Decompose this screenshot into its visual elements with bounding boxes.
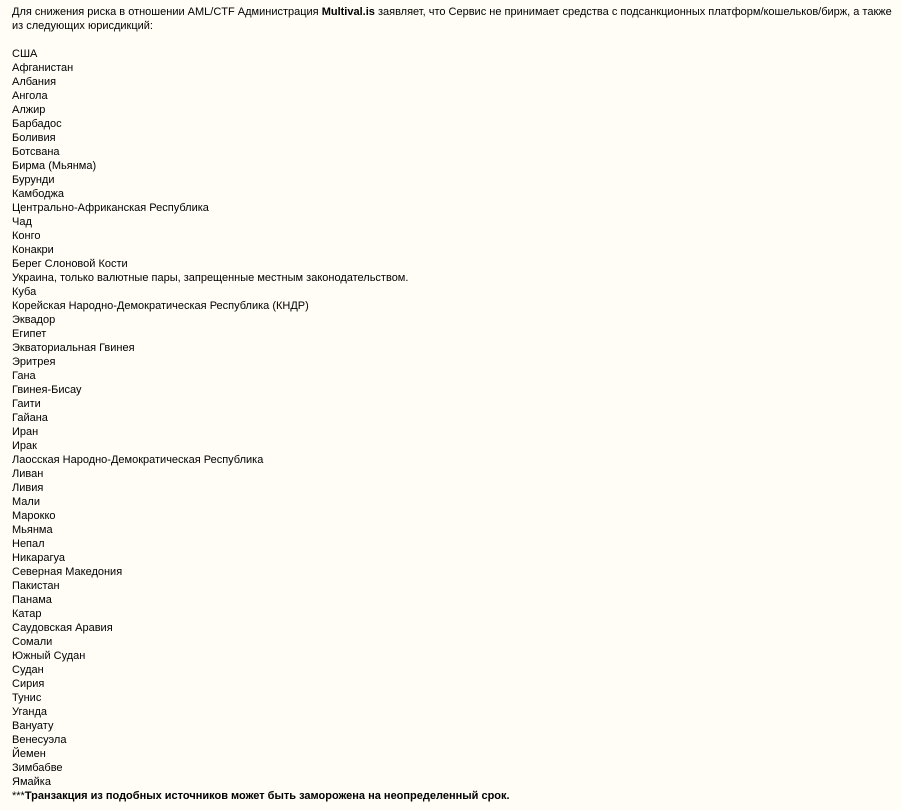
jurisdiction-item: Иран <box>12 426 39 438</box>
jurisdiction-item: Эквадор <box>12 314 56 326</box>
jurisdiction-item: Алжир <box>12 104 46 116</box>
restricted-jurisdictions-list <box>12 47 894 789</box>
jurisdiction-item: Йемен <box>12 748 46 760</box>
jurisdiction-item: Саудовская Аравия <box>12 622 113 634</box>
jurisdiction-item: Сомали <box>12 636 53 648</box>
jurisdiction-item: Ирак <box>12 440 37 452</box>
intro-text-after: заявляет, что Сервис не принимает средства с подсанкционных платформ/кошельков/бирж, а также из следующих юрисдикций: <box>12 6 892 32</box>
intro-text-before: Для снижения риска в отношении AML/CTF Администрация <box>12 6 322 18</box>
jurisdiction-item: Бирма (Мьянма) <box>12 160 97 172</box>
jurisdiction-item: США <box>12 48 38 60</box>
jurisdiction-item: Катар <box>12 608 42 620</box>
jurisdiction-item: Ливан <box>12 468 44 480</box>
jurisdiction-item: Камбоджа <box>12 188 65 200</box>
jurisdiction-item: Марокко <box>12 510 56 522</box>
jurisdiction-item: Барбадос <box>12 118 62 130</box>
jurisdiction-item: Афганистан <box>12 62 74 74</box>
jurisdiction-item: Судан <box>12 664 44 676</box>
jurisdiction-item: Албания <box>12 76 57 88</box>
jurisdiction-item: Уганда <box>12 706 47 718</box>
jurisdiction-item: Пакистан <box>12 580 60 592</box>
jurisdiction-item: Никарагуа <box>12 552 66 564</box>
jurisdiction-item: Мали <box>12 496 40 508</box>
jurisdiction-item: Египет <box>12 328 47 340</box>
jurisdiction-item: Бурунди <box>12 174 55 186</box>
jurisdiction-item: Берег Слоновой Кости <box>12 258 128 270</box>
brand-name: Multival.is <box>321 6 375 18</box>
jurisdiction-item: Корейская Народно-Демократическая Республика (КНДР) <box>12 300 309 312</box>
jurisdiction-item: Экваториальная Гвинея <box>12 342 135 354</box>
jurisdiction-item: Ливия <box>12 482 44 494</box>
jurisdiction-item: Гвинея-Бисау <box>12 384 82 396</box>
footnote-asterisks: *** <box>12 790 25 802</box>
jurisdiction-item: Ямайка <box>12 776 51 788</box>
jurisdiction-item: Венесуэла <box>12 734 67 746</box>
jurisdiction-item: Гана <box>12 370 36 382</box>
jurisdiction-item: Сирия <box>12 678 45 690</box>
footnote-text: Транзакция из подобных источников может быть заморожена на неопределенный срок. <box>24 790 510 802</box>
jurisdiction-item: Гайана <box>12 412 48 424</box>
jurisdiction-item: Ангола <box>12 90 48 102</box>
jurisdiction-item: Вануату <box>12 720 54 732</box>
jurisdiction-item: Эритрея <box>12 356 56 368</box>
jurisdiction-item: Украина, только валютные пары, запрещенные местным законодательством. <box>12 272 409 284</box>
jurisdiction-item: Зимбабве <box>12 762 63 774</box>
jurisdiction-item: Чад <box>12 216 32 228</box>
jurisdiction-item: Гаити <box>12 398 41 410</box>
jurisdiction-item: Мьянма <box>12 524 53 536</box>
intro-paragraph <box>12 5 894 33</box>
jurisdiction-item: Северная Македония <box>12 566 123 578</box>
jurisdiction-item: Непал <box>12 538 45 550</box>
jurisdiction-item: Лаосская Народно-Демократическая Республика <box>12 454 264 466</box>
jurisdiction-item: Боливия <box>12 132 56 144</box>
jurisdiction-item: Куба <box>12 286 37 298</box>
jurisdiction-item: Ботсвана <box>12 146 60 158</box>
jurisdiction-item: Конго <box>12 230 41 242</box>
freeze-warning-footnote <box>12 789 894 803</box>
jurisdiction-item: Центрально-Африканская Республика <box>12 202 209 214</box>
jurisdiction-item: Тунис <box>12 692 42 704</box>
jurisdiction-item: Панама <box>12 594 52 606</box>
jurisdiction-item: Конакри <box>12 244 54 256</box>
jurisdiction-item: Южный Судан <box>12 650 86 662</box>
